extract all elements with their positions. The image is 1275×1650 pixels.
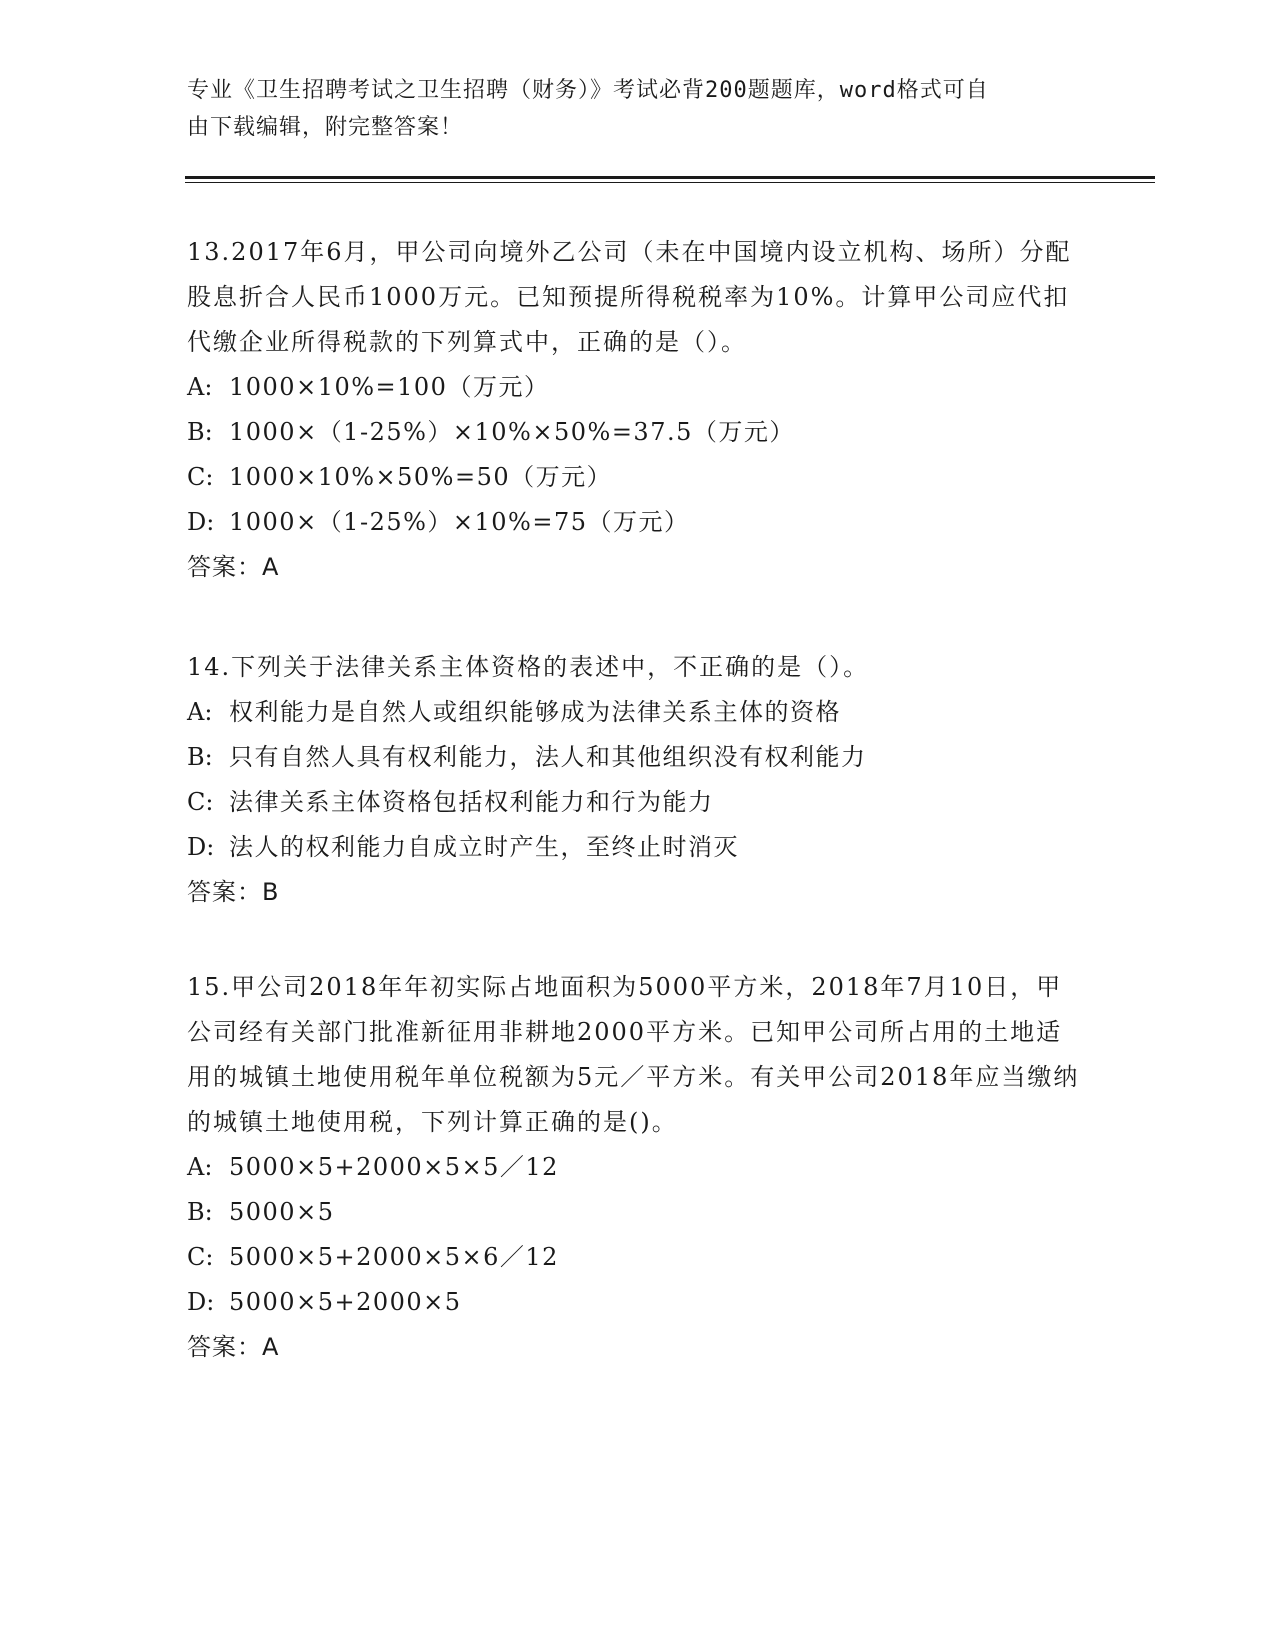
option-text: 权利能力是自然人或组织能够成为法律关系主体的资格 [229, 698, 841, 726]
option-key: B: [187, 418, 213, 446]
option-a [187, 365, 1087, 410]
document-header [187, 72, 1067, 146]
option-key: B: [187, 1198, 213, 1226]
option-text: 1000×10%=100（万元） [229, 373, 550, 401]
option-key: D: [187, 1288, 215, 1316]
option-a [187, 690, 1087, 735]
option-key: D: [187, 508, 215, 536]
option-text: 只有自然人具有权利能力，法人和其他组织没有权利能力 [229, 743, 867, 771]
option-key: A: [187, 373, 213, 401]
answer-line: 答案：A [187, 553, 280, 581]
option-key: B: [187, 743, 213, 771]
option-text: 1000×（1-25%）×10%×50%=37.5（万元） [229, 418, 795, 446]
option-text: 1000×10%×50%=50（万元） [229, 463, 613, 491]
option-text: 5000×5+2000×5×6／12 [229, 1243, 559, 1271]
option-c [187, 455, 1087, 500]
option-d [187, 500, 1087, 545]
option-key: C: [187, 463, 214, 491]
option-d [187, 1280, 1087, 1325]
option-key: C: [187, 788, 214, 816]
question-14 [187, 645, 1087, 915]
option-b [187, 1190, 1087, 1235]
option-b [187, 735, 1087, 780]
option-text: 1000×（1-25%）×10%=75（万元） [229, 508, 690, 536]
question-stem: 15.甲公司2018年年初实际占地面积为5000平方米，2018年7月10日，甲公司经有关部门批准新征用非耕地2000平方米。已知甲公司所占用的土地适用的城镇土地使用税年单位税额为5元／平方米。有关甲公司2018年应当缴纳的城镇土地使用税，下列计算正确的是()。 [187, 973, 1080, 1136]
option-b [187, 410, 1087, 455]
option-c [187, 1235, 1087, 1280]
header-line-1: 专业《卫生招聘考试之卫生招聘（财务）》考试必背200题题库，word格式可自 [187, 78, 989, 103]
option-text: 法人的权利能力自成立时产生，至终止时消灭 [229, 833, 739, 861]
option-text: 法律关系主体资格包括权利能力和行为能力 [229, 788, 714, 816]
option-d [187, 825, 1087, 870]
answer-line: 答案：B [187, 878, 280, 906]
header-divider-thick [185, 176, 1155, 179]
question-stem: 14.下列关于法律关系主体资格的表述中，不正确的是（）。 [187, 653, 870, 681]
header-line-2: 由下载编辑，附完整答案！ [187, 115, 464, 140]
option-key: A: [187, 698, 213, 726]
answer-line: 答案：A [187, 1333, 280, 1361]
option-key: D: [187, 833, 215, 861]
option-key: C: [187, 1243, 214, 1271]
option-text: 5000×5+2000×5×5／12 [229, 1153, 559, 1181]
question-stem: 13.2017年6月，甲公司向境外乙公司（未在中国境内设立机构、场所）分配股息折合人民币1000万元。已知预提所得税税率为10%。计算甲公司应代扣代缴企业所得税款的下列算式中，正确的是（）。 [187, 238, 1072, 356]
question-15 [187, 965, 1087, 1370]
header-divider-thin [185, 182, 1155, 183]
option-a [187, 1145, 1087, 1190]
question-13 [187, 230, 1087, 590]
option-c [187, 780, 1087, 825]
option-key: A: [187, 1153, 213, 1181]
option-text: 5000×5 [229, 1198, 335, 1226]
option-text: 5000×5+2000×5 [229, 1288, 462, 1316]
